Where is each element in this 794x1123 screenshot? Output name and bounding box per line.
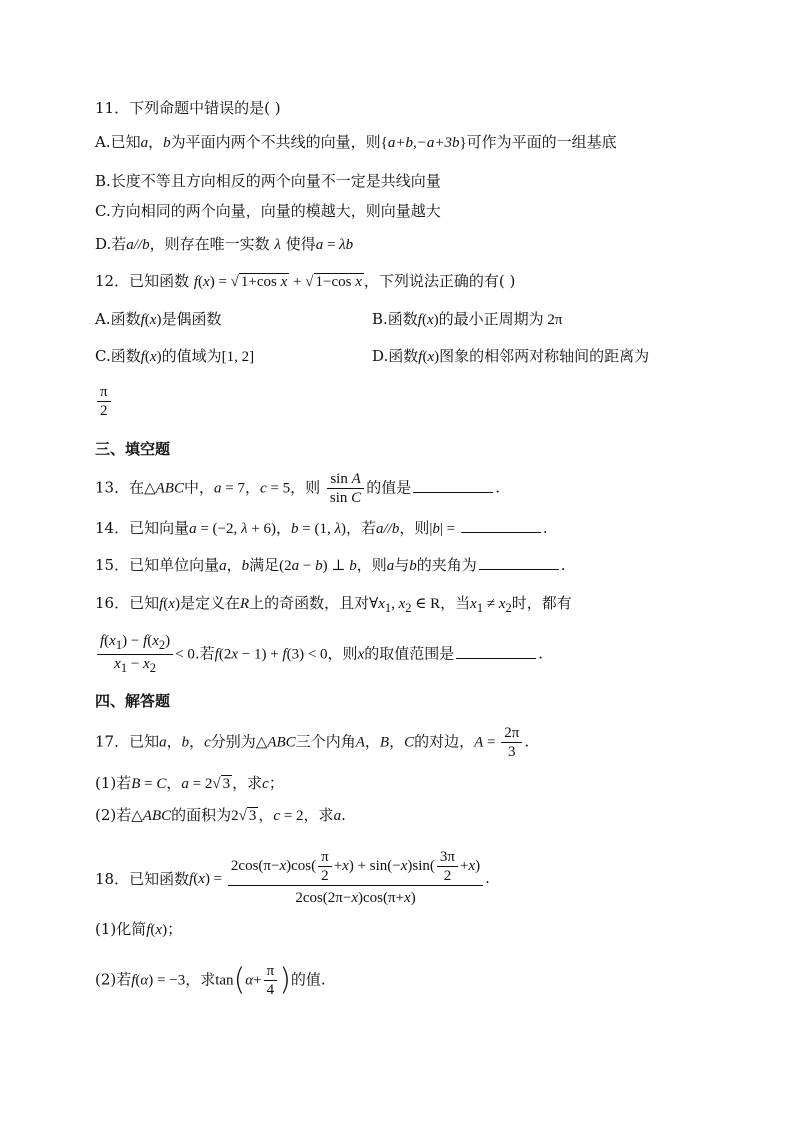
q16-line2: $\frac{f(x_1) - f(x_2)}{x_1 - x_2}$ < 0.若f(2x − 1) + f(3) < 0，则x的取值范围是 . [95, 632, 543, 677]
q12-title: 12．已知函数 f(x) = √ 1+cos x + √ 1−cos x ，下列说法正确的有( ) [95, 272, 516, 290]
q14: 14．已知向量a = (−2, λ + 6)，b = (1, λ)，若a//b，则|b| = . [95, 516, 548, 540]
q11-option-a: A.已知a，b为平面内两个不共线的向量，则{a+b,−a+3b}可作为平面的一组基底 [95, 133, 617, 151]
q11-option-b: B.长度不等且方向相反的两个向量不一定是共线向量 [95, 172, 441, 190]
q15: 15．已知单位向量a，b满足(2a − b) ⊥ b，则a与b的夹角为 . [95, 553, 566, 577]
q17-part1: (1)若B = C，a = 2√ 3 ，求c； [95, 774, 284, 792]
q11-option-c: C.方向相同的两个向量，向量的模越大，则向量越大 [95, 202, 441, 220]
q18-part1: (1)化简f(x)； [95, 920, 183, 938]
q17: 17．已知a，b，c分别为△ABC三个内角A，B，C的对边，A = $\frac{2\pi}{3}$ . [95, 725, 530, 760]
q18: 18．已知函数f(x) = 2cos(π−x)cos( $\frac{\pi}{2}$ +x) + sin(−x)sin( $\frac{3\pi}{2}$ +x) 2cos(2π−x)cos(π+x) . [95, 849, 490, 906]
section-fill-in-blank: 三、填空题 [95, 440, 171, 458]
q16-line1: 16．已知f(x)是定义在R上的奇函数，且对$\forall x_1$, $x_2$ ∈ R，当$x_1 \ne x_2$时，都有 [95, 594, 572, 615]
answer-blank [413, 476, 493, 493]
q11-option-d: D.若a//b，则存在唯一实数 λ 使得a = λb [95, 235, 354, 253]
q17-part2: (2)若△ABC的面积为2√ 3 ，c = 2，求a. [95, 806, 346, 824]
section-solution: 四、解答题 [95, 692, 171, 710]
q12-option-c: C.函数f(x)的值域为[1, 2] [95, 347, 255, 365]
q12-option-d: D.函数f(x)图象的相邻两对称轴间的距离为 [372, 347, 650, 365]
q12-option-b: B.函数f(x)的最小正周期为 2π [372, 310, 563, 328]
q13: 13．在△ABC中，a = 7，c = 5，则 $\frac{\text{sin A}}{\text{sin C}}$ 的值是 . [95, 471, 500, 506]
q12-option-a: A.函数f(x)是偶函数 [95, 310, 222, 328]
q18-part2: (2)若f(α) = −3，求tan(α+ $\frac{\pi}{4}$ )的值. [95, 962, 326, 998]
q11-title: 11．下列命题中错误的是( ) [95, 99, 281, 117]
answer-blank [461, 516, 541, 533]
q12-option-d-fraction: $\frac{\pi}{2}$ [95, 383, 113, 420]
answer-blank [456, 642, 536, 659]
answer-blank [479, 553, 559, 570]
